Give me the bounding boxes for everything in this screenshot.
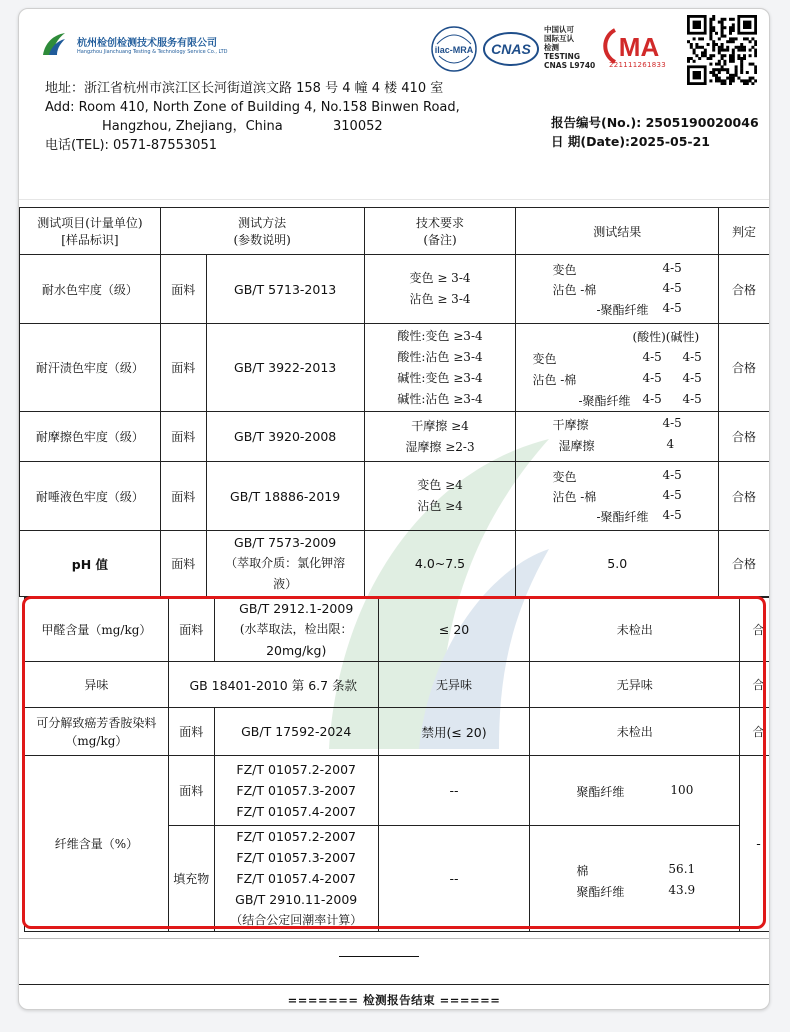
address-cn: 地址：浙江省杭州市滨江区长河街道滨文路 158 号 4 幢 4 楼 410 室: [45, 81, 444, 96]
postcode: 310052: [333, 119, 383, 134]
header-item: 测试项目(计量单位) [样品标识]: [20, 208, 161, 255]
table-header-row: [20, 208, 770, 255]
table-row: 异味 GB 18401-2010 第 6.7 条款 无异味 无异味 合: [25, 662, 771, 708]
header-result: 测试结果: [516, 208, 719, 255]
table-row: 耐摩擦色牢度（级） 面料 GB/T 3920-2008 干摩擦 ≥4 湿摩擦 ≥2-3 干摩擦 4-5 湿摩擦 4 合格: [20, 412, 770, 462]
ilac-mra-icon: [429, 24, 479, 74]
cnas-logo-icon: [482, 31, 540, 67]
table-row: 耐汗渍色牢度（级） 面料 GB/T 3922-2013 酸性:变色 ≥3-4 酸性:沾色 ≥3-4 碱性:变色 ≥3-4 碱性:沾色 ≥3-4 (酸性)(碱性) 变色 4-5 4-5 沾色 -棉 4-5 4-5 -聚酯纤维 4-5 4-5 合格: [20, 324, 770, 412]
ilac-label: ilac-MRA: [434, 45, 474, 55]
company-logo-icon: [39, 29, 69, 59]
table-row: 耐水色牢度（级） 面料 GB/T 5713-2013 变色 ≥ 3-4 沾色 ≥ 3-4 变色 4-5 沾色 -棉 4-5 -聚酯纤维 4-5 合格: [20, 255, 770, 324]
address-block: [45, 79, 460, 155]
ma-label: MA: [618, 32, 660, 62]
table-row: 纤维含量（%） 面料 FZ/T 01057.2-2007 FZ/T 01057.3-2007 FZ/T 01057.4-2007 -- 聚酯纤维 100 -: [25, 756, 771, 826]
report-date: 日 期(Date):2025-05-21: [551, 134, 710, 149]
test-results-table-upper: [19, 207, 770, 597]
cnas-accreditation-text: 中国认可 国际互认 检测 TESTING CNAS L9740: [544, 25, 596, 70]
header-requirement: 技术要求 (备注): [364, 208, 516, 255]
header-judgement: 判定: [719, 208, 770, 255]
table-row: 耐唾液色牢度（级） 面料 GB/T 18886-2019 变色 ≥4 沾色 ≥4 变色 4-5 沾色 -棉 4-5 -聚酯纤维 4-5 合格: [20, 462, 770, 531]
table-row: 可分解致癌芳香胺染料（mg/kg） 面料 GB/T 17592-2024 禁用(≤ 20) 未检出 合: [25, 708, 771, 756]
table-row: 填充物 FZ/T 01057.2-2007 FZ/T 01057.3-2007 FZ/T 01057.4-2007 GB/T 2910.11-2009 （结合公定回潮率计算） -- 棉 56.1 聚酯纤维 43.9: [25, 826, 771, 932]
address-en-line2: Hangzhou, Zhejiang，China: [102, 119, 283, 134]
company-name-cn: 杭州检创检测技术服务有限公司: [77, 37, 217, 49]
cma-number: 221111261833: [609, 61, 667, 69]
table-row: 甲醛含量（mg/kg） 面料 GB/T 2912.1-2009 (水萃取法，检出限： 20mg/kg) ≤ 20 未检出 合: [25, 598, 771, 662]
company-name-en: Hangzhou Jianchuang Testing & Technology Service Co., LTD: [77, 48, 228, 55]
header-method: 测试方法 (参数说明): [160, 208, 364, 255]
address-en-line1: Add: Room 410, North Zone of Building 4, No.158 Binwen Road,: [45, 100, 460, 115]
table-row: pH 值 面料 GB/T 7573-2009 （萃取介质：氯化钾溶 液） 4.0~7.5 5.0 合格: [20, 531, 770, 597]
report-number: 报告编号(No.): 2505190020046: [551, 115, 759, 130]
cnas-label: CNAS: [491, 41, 531, 57]
telephone: 电话(TEL): 0571-87553051: [45, 138, 217, 153]
report-page: [18, 8, 770, 1010]
company-logo: [39, 29, 228, 59]
test-results-table-lower: [24, 597, 770, 932]
qr-code-icon: [687, 15, 757, 85]
report-end-footer: ======= 检测报告结束 ======: [287, 993, 501, 1007]
report-info: [551, 113, 759, 151]
